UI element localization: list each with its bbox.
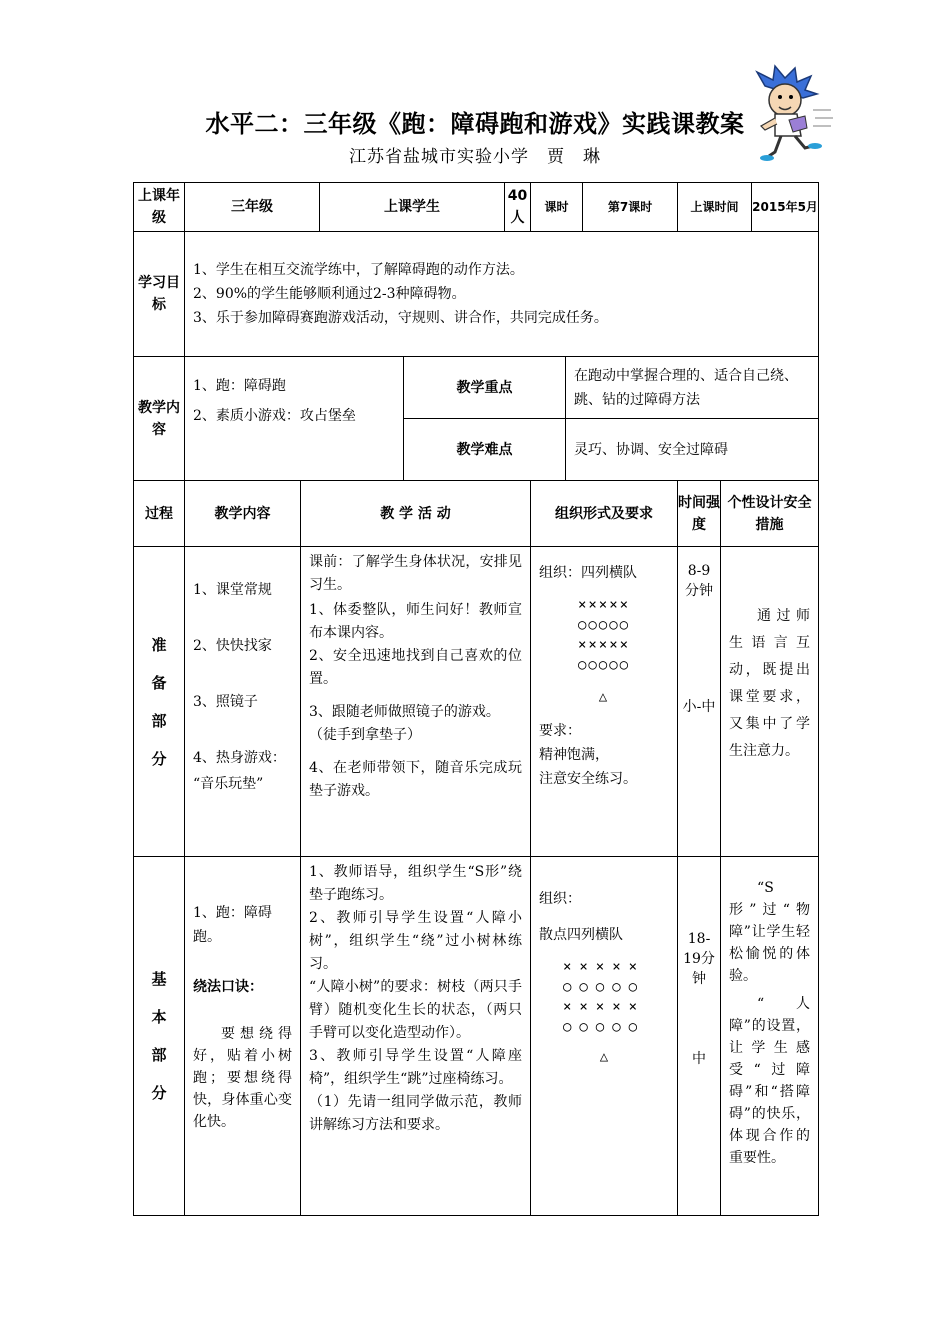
goal-item: 3、乐于参加障碍赛跑游戏活动，守规则、讲合作，共同完成任务。 bbox=[193, 310, 608, 326]
page-title: 水平二：三年级《跑：障碍跑和游戏》实践课教案 bbox=[205, 110, 745, 138]
key-point-label: 教学重点 bbox=[404, 357, 566, 419]
students-label: 上课学生 bbox=[320, 183, 505, 232]
time-value: 2015年5月 bbox=[752, 183, 819, 232]
prep-content-item: 2、快快找家 bbox=[193, 638, 272, 654]
runner-cartoon-icon bbox=[735, 64, 835, 164]
goals-label: 学习目标 bbox=[134, 232, 185, 357]
grade-value: 三年级 bbox=[185, 183, 320, 232]
prep-activity: 课前：了解学生身体状况，安排见习生。 1、体委整队，师生问好！教师宣布本课内容。 2、安全迅速地找到自己喜欢的位置。 3、跟随老师做照镜子的游戏。 （徒手到拿垫子） 4、在老师带领下，随音乐完成玩垫子游戏。 bbox=[301, 547, 531, 857]
prep-content-item: 1、课堂常规 bbox=[193, 582, 272, 598]
basic-section-label: 基 本 部 分 bbox=[134, 857, 185, 1216]
prep-time: 8-9分钟 小-中 bbox=[678, 547, 721, 857]
difficulty-value: 灵巧、协调、安全过障碍 bbox=[566, 419, 819, 481]
period-label: 课时 bbox=[531, 183, 583, 232]
basic-time: 18-19分钟 中 bbox=[678, 857, 721, 1216]
col-process: 过程 bbox=[134, 481, 185, 547]
teacher-mark: △ bbox=[599, 1049, 609, 1065]
students-value: 40人 bbox=[505, 183, 531, 232]
goals-list bbox=[185, 232, 819, 357]
content-item: 2、素质小游戏：攻占堡垒 bbox=[193, 408, 356, 424]
col-time: 时间强度 bbox=[678, 481, 721, 547]
key-point-value: 在跑动中掌握合理的、适合自己绕、跳、钻的过障碍方法 bbox=[566, 357, 819, 419]
col-content: 教学内容 bbox=[185, 481, 301, 547]
prep-formation: ××××× ○○○○○ ××××× ○○○○○ △ bbox=[539, 595, 669, 707]
page-subtitle: 江苏省盐城市实验小学 贾 琳 bbox=[349, 147, 601, 167]
content-list bbox=[185, 357, 404, 481]
basic-formation: ××××× ○○○○○ ××××× ○○○○○ △ bbox=[539, 957, 669, 1067]
rhyme-text: 要想绕得好，贴着小树跑；要想绕得快，身体重心变化快。 bbox=[193, 1026, 292, 1130]
prep-organization: 组织：四列横队 ××××× ○○○○○ ××××× ○○○○○ △ 要求： 精神饱满， 注意安全练习。 bbox=[531, 547, 678, 857]
prep-design: 通过师生语言互动，既提出课堂要求，又集中了学生注意力。 bbox=[721, 547, 819, 857]
col-organization: 组织形式及要求 bbox=[531, 481, 678, 547]
col-design: 个性设计安全措施 bbox=[721, 481, 819, 547]
rhyme-title: 绕法口诀： bbox=[193, 979, 263, 995]
period-value: 第7课时 bbox=[583, 183, 678, 232]
content-label: 教学内容 bbox=[134, 357, 185, 481]
grade-label: 上课年级 bbox=[134, 183, 185, 232]
basic-content: 1、跑：障碍跑。 绕法口诀： 要想绕得好，贴着小树跑；要想绕得快，身体重心变化快。 bbox=[185, 857, 301, 1216]
lesson-plan-table bbox=[133, 182, 819, 1216]
basic-design: “S形”过“物障”让学生轻松愉悦的体验。 “人障”的设置，让学生感受“过障碍”和“搭障碍”的快乐，体现合作的重要性。 bbox=[721, 857, 819, 1216]
goal-item: 1、学生在相互交流学练中，了解障碍跑的动作方法。 bbox=[193, 262, 524, 278]
content-item: 1、跑：障碍跑 bbox=[193, 378, 286, 394]
prep-content-item: 4、热身游戏： bbox=[193, 750, 286, 766]
goal-item: 2、90%的学生能够顺利通过2-3种障碍物。 bbox=[193, 286, 466, 302]
prep-section-label: 准 备 部 分 bbox=[134, 547, 185, 857]
basic-organization: 组织： 散点四列横队 ××××× ○○○○○ ××××× ○○○○○ △ bbox=[531, 857, 678, 1216]
teacher-mark: △ bbox=[598, 689, 610, 705]
col-activity: 教 学 活 动 bbox=[301, 481, 531, 547]
basic-activity: 1、教师语导，组织学生“S形”绕垫子跑练习。 2、教师引导学生设置“人障小树”，组织学生“绕”过小树林练习。 “人障小树”的要求：树枝（两只手臂）随机变化生长的状态，（两只手臂可以变化造型动作）。 3、教师引导学生设置“人障座椅”，组织学生“跳”过座椅练习。 （1）先请一组同学做示范，教师讲解练习方法和要求。 bbox=[301, 857, 531, 1216]
prep-content-item: 3、照镜子 bbox=[193, 694, 258, 710]
prep-content bbox=[185, 547, 301, 857]
prep-content-item: “音乐玩垫” bbox=[193, 776, 264, 792]
difficulty-label: 教学难点 bbox=[404, 419, 566, 481]
time-label: 上课时间 bbox=[678, 183, 752, 232]
